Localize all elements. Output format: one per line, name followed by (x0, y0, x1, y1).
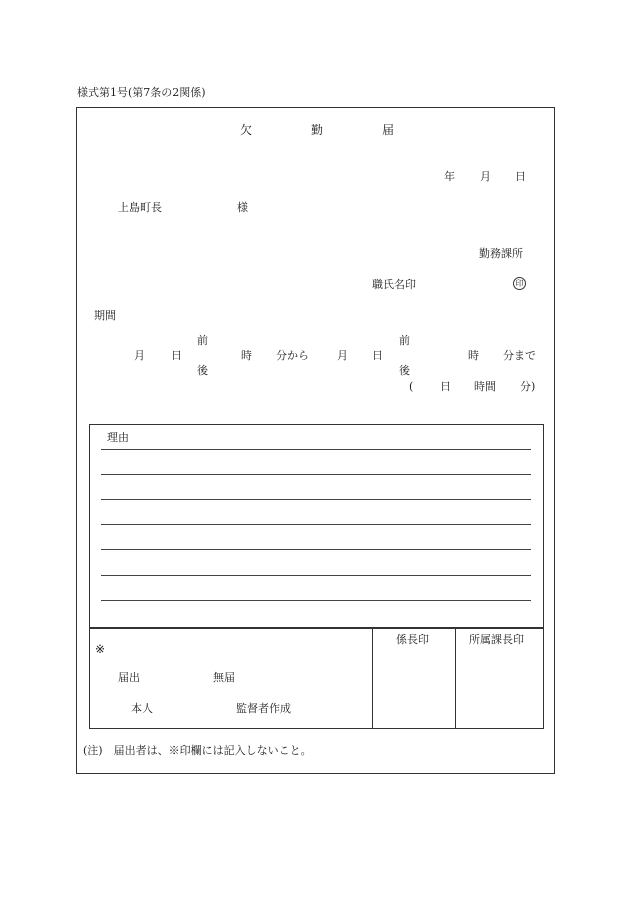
title-char-2: 勤 (311, 123, 324, 137)
section-head-seal-label: 所属課長印 (469, 633, 524, 646)
date-day: 日 (515, 170, 526, 183)
period-until: 分まで (503, 349, 536, 362)
period-month-2: 月 (337, 349, 348, 362)
title-char-1: 欠 (240, 123, 253, 137)
stamp-table-divider (372, 628, 373, 728)
signature-label: 職氏名印 (372, 278, 416, 291)
supervisor-label: 監督者作成 (236, 702, 291, 715)
self-label: 本人 (131, 702, 153, 715)
reason-line[interactable] (101, 549, 531, 550)
date-year: 年 (444, 170, 455, 183)
title-char-3: 届 (382, 123, 395, 137)
period-pm-1: 後 (197, 364, 208, 377)
duration-open-paren: ( (409, 380, 414, 393)
workplace-label: 勤務課所 (479, 247, 523, 260)
date-month: 月 (480, 170, 491, 183)
addressee-honorific: 様 (237, 201, 248, 214)
reason-line[interactable] (101, 600, 531, 601)
duration-minutes: 分) (520, 380, 536, 393)
seal-mark: 印 (513, 277, 526, 290)
period-hour-2: 時 (468, 349, 479, 362)
period-am-2: 前 (399, 334, 410, 347)
period-hour-1: 時 (241, 349, 252, 362)
period-pm-2: 後 (399, 364, 410, 377)
period-day-1: 日 (171, 349, 182, 362)
period-from: 分から (276, 349, 309, 362)
reference-mark: ※ (95, 642, 106, 656)
reason-line[interactable] (101, 449, 531, 450)
footnote: (注) 届出者は、※印欄には記入しないこと。 (83, 744, 312, 757)
period-label: 期間 (94, 309, 116, 322)
reason-label: 理由 (107, 431, 129, 444)
addressee-name: 上島町長 (118, 201, 162, 214)
duration-hours: 時間 (474, 380, 496, 393)
reason-box (89, 424, 544, 629)
form-number: 様式第1号(第7条の2関係) (77, 86, 206, 99)
period-am-1: 前 (197, 334, 208, 347)
duration-days: 日 (440, 380, 451, 393)
period-month-1: 月 (134, 349, 145, 362)
period-day-2: 日 (372, 349, 383, 362)
reason-line[interactable] (101, 499, 531, 500)
chief-seal-label: 係長印 (396, 633, 429, 646)
reason-line[interactable] (101, 524, 531, 525)
reason-line[interactable] (101, 575, 531, 576)
stamp-table-divider (455, 628, 456, 728)
reason-line[interactable] (101, 474, 531, 475)
unsubmitted-label: 無届 (213, 671, 235, 684)
submitted-label: 届出 (118, 671, 140, 684)
